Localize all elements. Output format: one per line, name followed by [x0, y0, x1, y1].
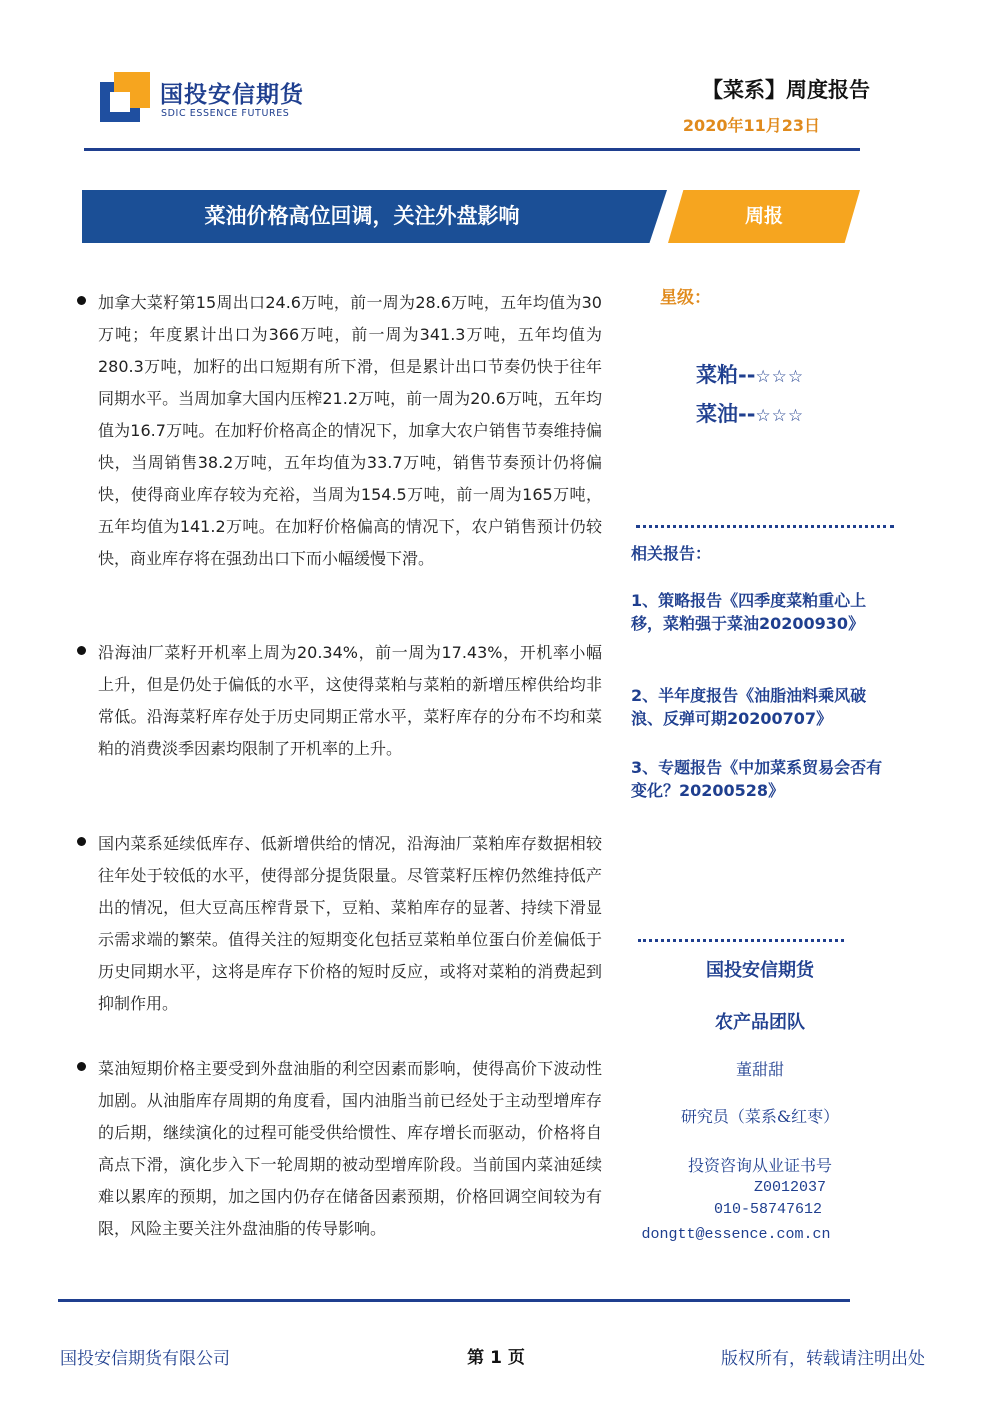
analyst-email-link[interactable]: dongtt@essence.com.cn	[641, 1226, 831, 1243]
dotted-divider	[636, 525, 894, 528]
body-paragraph	[77, 828, 602, 1020]
team-group: 农产品团队	[715, 1012, 805, 1033]
related-report-link[interactable]: 3、专题报告《中加菜系贸易会否有变化？20200528》	[631, 758, 883, 800]
logo-mark-icon	[100, 72, 150, 122]
dotted-divider	[638, 939, 844, 942]
page-number: 第 1 页	[467, 1348, 525, 1368]
analyst-role: 研究员（菜系&红枣）	[680, 1107, 840, 1126]
related-report-link[interactable]: 1、策略报告《四季度菜粕重心上移，菜粕强于菜油20200930》	[631, 591, 867, 633]
rating-dash: --	[738, 363, 756, 387]
paragraph-text: 加拿大菜籽第15周出口24.6万吨，前一周为28.6万吨，五年均值为30万吨；年度累计出口为366万吨，前一周为341.3万吨，五年均值为280.3万吨，加籽的出口短期有所下滑，但是累计出口节奏仍快于往年同期水平。当周加拿大国内压榨21.2万吨，前一周为20.6万吨，五年均值为16.7万吨。在加籽价格高企的情况下，加拿大农户销售节奏维持偏快，当周销售38.2万吨，五年均值为33.7万吨，销售节奏预计仍将偏快，使得商业库存较为充裕，当周为154.5万吨，前一周为165万吨，五年均值为141.2万吨。在加籽价格偏高的情况下，农户销售预计仍较快，商业库存将在强劲出口下而小幅缓慢下滑。	[98, 293, 602, 568]
company-logo	[100, 72, 360, 124]
footer-copyright: 版权所有，转载请注明出处	[721, 1349, 925, 1369]
analyst-name: 董甜甜	[735, 1060, 784, 1079]
logo-chinese-name: 国投安信期货	[160, 82, 304, 108]
report-tag: 周报	[744, 205, 783, 227]
rating-rapeseed-oil	[696, 398, 804, 428]
paragraph-text: 沿海油厂菜籽开机率上周为20.34%，前一周为17.43%，开机率小幅上升，但是仍处于偏低的水平，这使得菜粕与菜粕的新增压榨供给均非常低。沿海菜籽库存处于历史同期正常水平，菜籽库存的分布不均和菜粕的消费淡季因素均限制了开机率的上升。	[98, 643, 602, 758]
footer-company: 国投安信期货有限公司	[60, 1349, 230, 1369]
report-type-title: 【菜系】周度报告	[702, 78, 870, 102]
bullet-icon	[77, 837, 86, 846]
paragraph-text: 菜油短期价格主要受到外盘油脂的利空因素而影响，使得高价下波动性加剧。从油脂库存周期的角度看，国内油脂当前已经处于主动型增库存的后期，继续演化的过程可能受供给惯性、库存增长而驱动，价格将自高点下滑，演化步入下一轮周期的被动型增库阶段。当前国内菜油延续难以累库的预期，加之国内仍存在储备因素预期，价格回调空间较为有限，风险主要关注外盘油脂的传导影响。	[98, 1059, 602, 1238]
team-organization: 国投安信期货	[706, 960, 814, 981]
certificate-number: Z0012037	[753, 1179, 826, 1196]
logo-english-name: SDIC ESSENCE FUTURES	[161, 108, 290, 119]
rating-product-name: 菜油	[696, 402, 738, 426]
body-paragraph	[77, 637, 602, 765]
star-rating-icon: ☆☆☆	[755, 367, 805, 387]
bullet-icon	[77, 1062, 86, 1071]
paragraph-text: 国内菜系延续低库存、低新增供给的情况，沿海油厂菜粕库存数据相较往年处于较低的水平，使得部分提货限量。尽管菜籽压榨仍然维持低产出的情况，但大豆高压榨背景下，豆粕、菜粕库存的显著、持续下滑显示需求端的繁荣。值得关注的短期变化包括豆菜粕单位蛋白价差偏低于历史同期水平，这将是库存下价格的短时反应，或将对菜粕的消费起到抑制作用。	[98, 834, 602, 1013]
report-date: 2020年11月23日	[682, 116, 820, 135]
related-reports-label: 相关报告：	[631, 544, 712, 563]
certificate-label: 投资咨询从业证书号	[687, 1156, 832, 1175]
body-paragraph	[77, 1053, 602, 1245]
body-paragraph	[77, 287, 602, 575]
rating-dash: --	[738, 402, 756, 426]
bullet-icon	[77, 646, 86, 655]
rating-label: 星级：	[660, 288, 711, 308]
analyst-phone: 010-58747612	[713, 1201, 823, 1218]
header-divider	[84, 148, 860, 151]
related-report-link[interactable]: 2、半年度报告《油脂油料乘风破浪、反弹可期20200707》	[631, 686, 867, 728]
report-headline: 菜油价格高位回调，关注外盘影响	[204, 204, 520, 228]
footer-divider	[58, 1299, 850, 1302]
bullet-icon	[77, 296, 86, 305]
rating-rapeseed-meal	[696, 359, 804, 389]
rating-product-name: 菜粕	[696, 363, 738, 387]
star-rating-icon: ☆☆☆	[755, 406, 805, 426]
